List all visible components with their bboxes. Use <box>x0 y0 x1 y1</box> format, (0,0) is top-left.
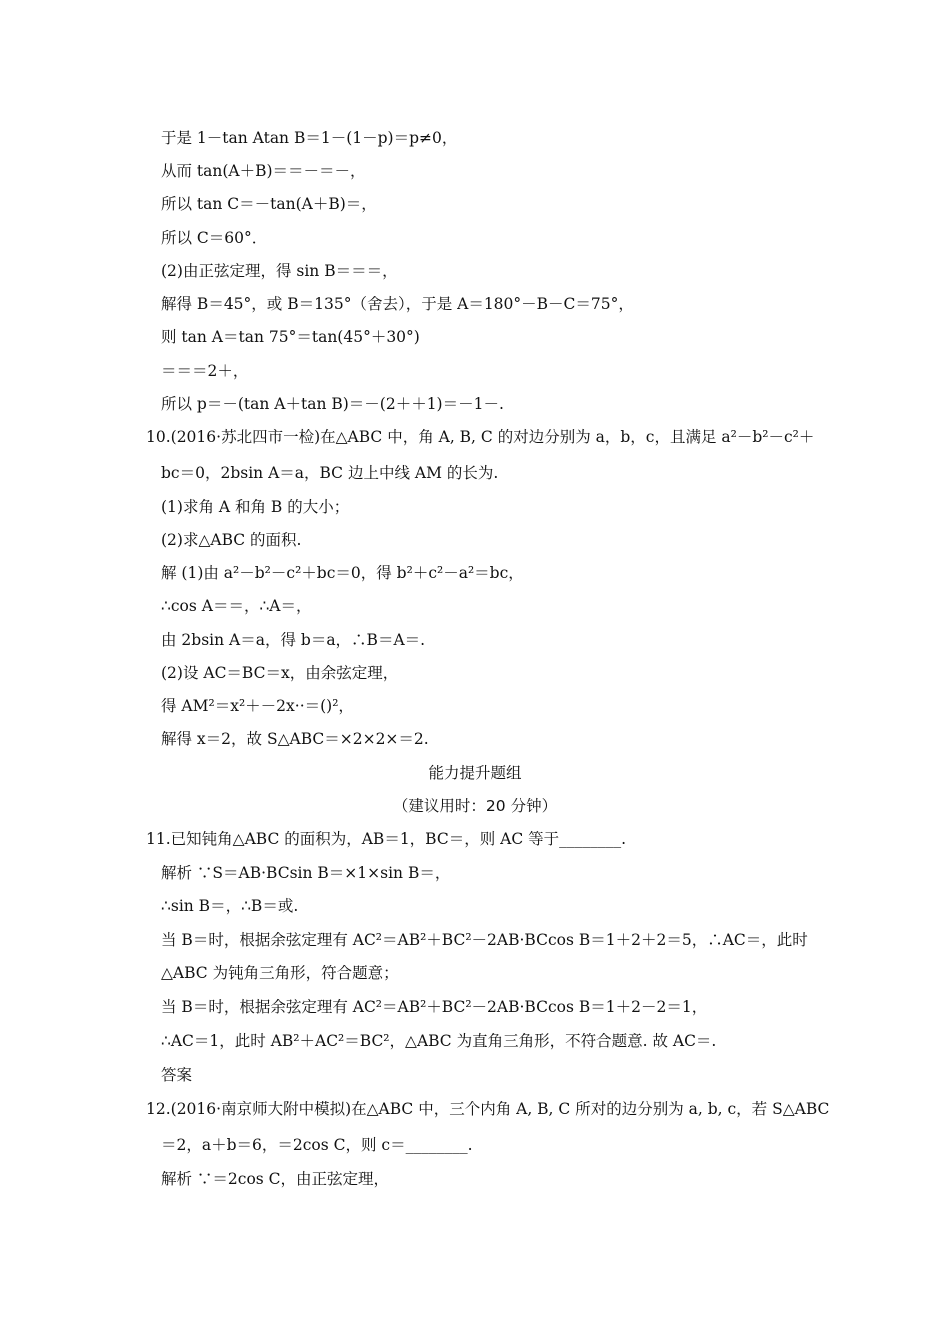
solution-line: 当 B＝时，根据余弦定理有 AC²＝AB²＋BC²－2AB·BCcos B＝1＋2－2＝1， <box>161 998 708 1016</box>
solution-line: 当 B＝时，根据余弦定理有 AC²＝AB²＋BC²－2AB·BCcos B＝1＋2＋2＝5，∴AC＝，此时 <box>161 931 808 949</box>
solution-line: 解得 B＝45°，或 B＝135°（舍去），于是 A＝180°－B－C＝75°， <box>161 295 634 313</box>
problem-10-part: (1)求角 A 和角 B 的大小； <box>161 498 350 516</box>
solution-line: ∴cos A＝＝，∴A＝， <box>161 597 312 615</box>
problem-10-statement: bc＝0，2bsin A＝a，BC 边上中线 AM 的长为. <box>161 464 499 482</box>
solution-line: 所以 p＝－(tan A＋tan B)＝－(2＋＋1)＝－1－. <box>161 395 504 413</box>
solution-line: 得 AM²＝x²＋－2x··＝()²， <box>161 697 354 715</box>
problem-12-statement: 12.(2016·南京师大附中模拟)在△ABC 中，三个内角 A, B, C 所对的边分别为 a, b, c，若 S△ABC <box>146 1100 830 1118</box>
solution-line: 所以 tan C＝－tan(A＋B)＝， <box>161 195 377 213</box>
solution-line: 解得 x＝2，故 S△ABC＝×2×2×＝2. <box>161 730 429 748</box>
section-subtitle: （建议用时：20 分钟） <box>392 797 558 815</box>
solution-line: 于是 1－tan Atan B＝1－(1－p)＝p≠0， <box>161 129 458 147</box>
solution-line: 所以 C＝60°． <box>161 229 268 247</box>
solution-line: 解析 ∵S＝AB·BCsin B＝×1×sin B＝， <box>161 864 451 882</box>
solution-line: 由 2bsin A＝a，得 b＝a，∴B＝A＝. <box>161 631 426 649</box>
solution-line: (2)由正弦定理，得 sin B＝＝＝， <box>161 262 398 280</box>
solution-line: ∴AC＝1，此时 AB²＋AC²＝BC²，△ABC 为直角三角形，不符合题意. 故 AC＝. <box>161 1032 717 1050</box>
problem-12-statement: ＝2，a＋b＝6，＝2cos C，则 c＝________. <box>161 1136 473 1154</box>
answer-label: 答案 <box>161 1066 193 1084</box>
problem-11-statement: 11.已知钝角△ABC 的面积为，AB＝1，BC＝，则 AC 等于________. <box>146 830 627 848</box>
problem-10-statement: 10.(2016·苏北四市一检)在△ABC 中，角 A, B, C 的对边分别为 a，b，c，且满足 a²－b²－c²＋ <box>146 428 815 446</box>
solution-line: △ABC 为钝角三角形，符合题意； <box>161 964 399 982</box>
solution-line: 从而 tan(A＋B)＝＝－＝－， <box>161 162 366 180</box>
problem-10-part: (2)求△ABC 的面积. <box>161 531 302 549</box>
solution-line: 解 (1)由 a²－b²－c²＋bc＝0，得 b²＋c²－a²＝bc， <box>161 564 524 582</box>
solution-line: ∴sin B＝，∴B＝或. <box>161 897 299 915</box>
solution-line: (2)设 AC＝BC＝x，由余弦定理， <box>161 664 399 682</box>
solution-line: 解析 ∵＝2cos C，由正弦定理， <box>161 1170 390 1188</box>
solution-line: 则 tan A＝tan 75°＝tan(45°＋30°) <box>161 328 420 346</box>
solution-line: ＝＝＝2＋， <box>161 362 249 380</box>
section-title: 能力提升题组 <box>428 764 522 782</box>
